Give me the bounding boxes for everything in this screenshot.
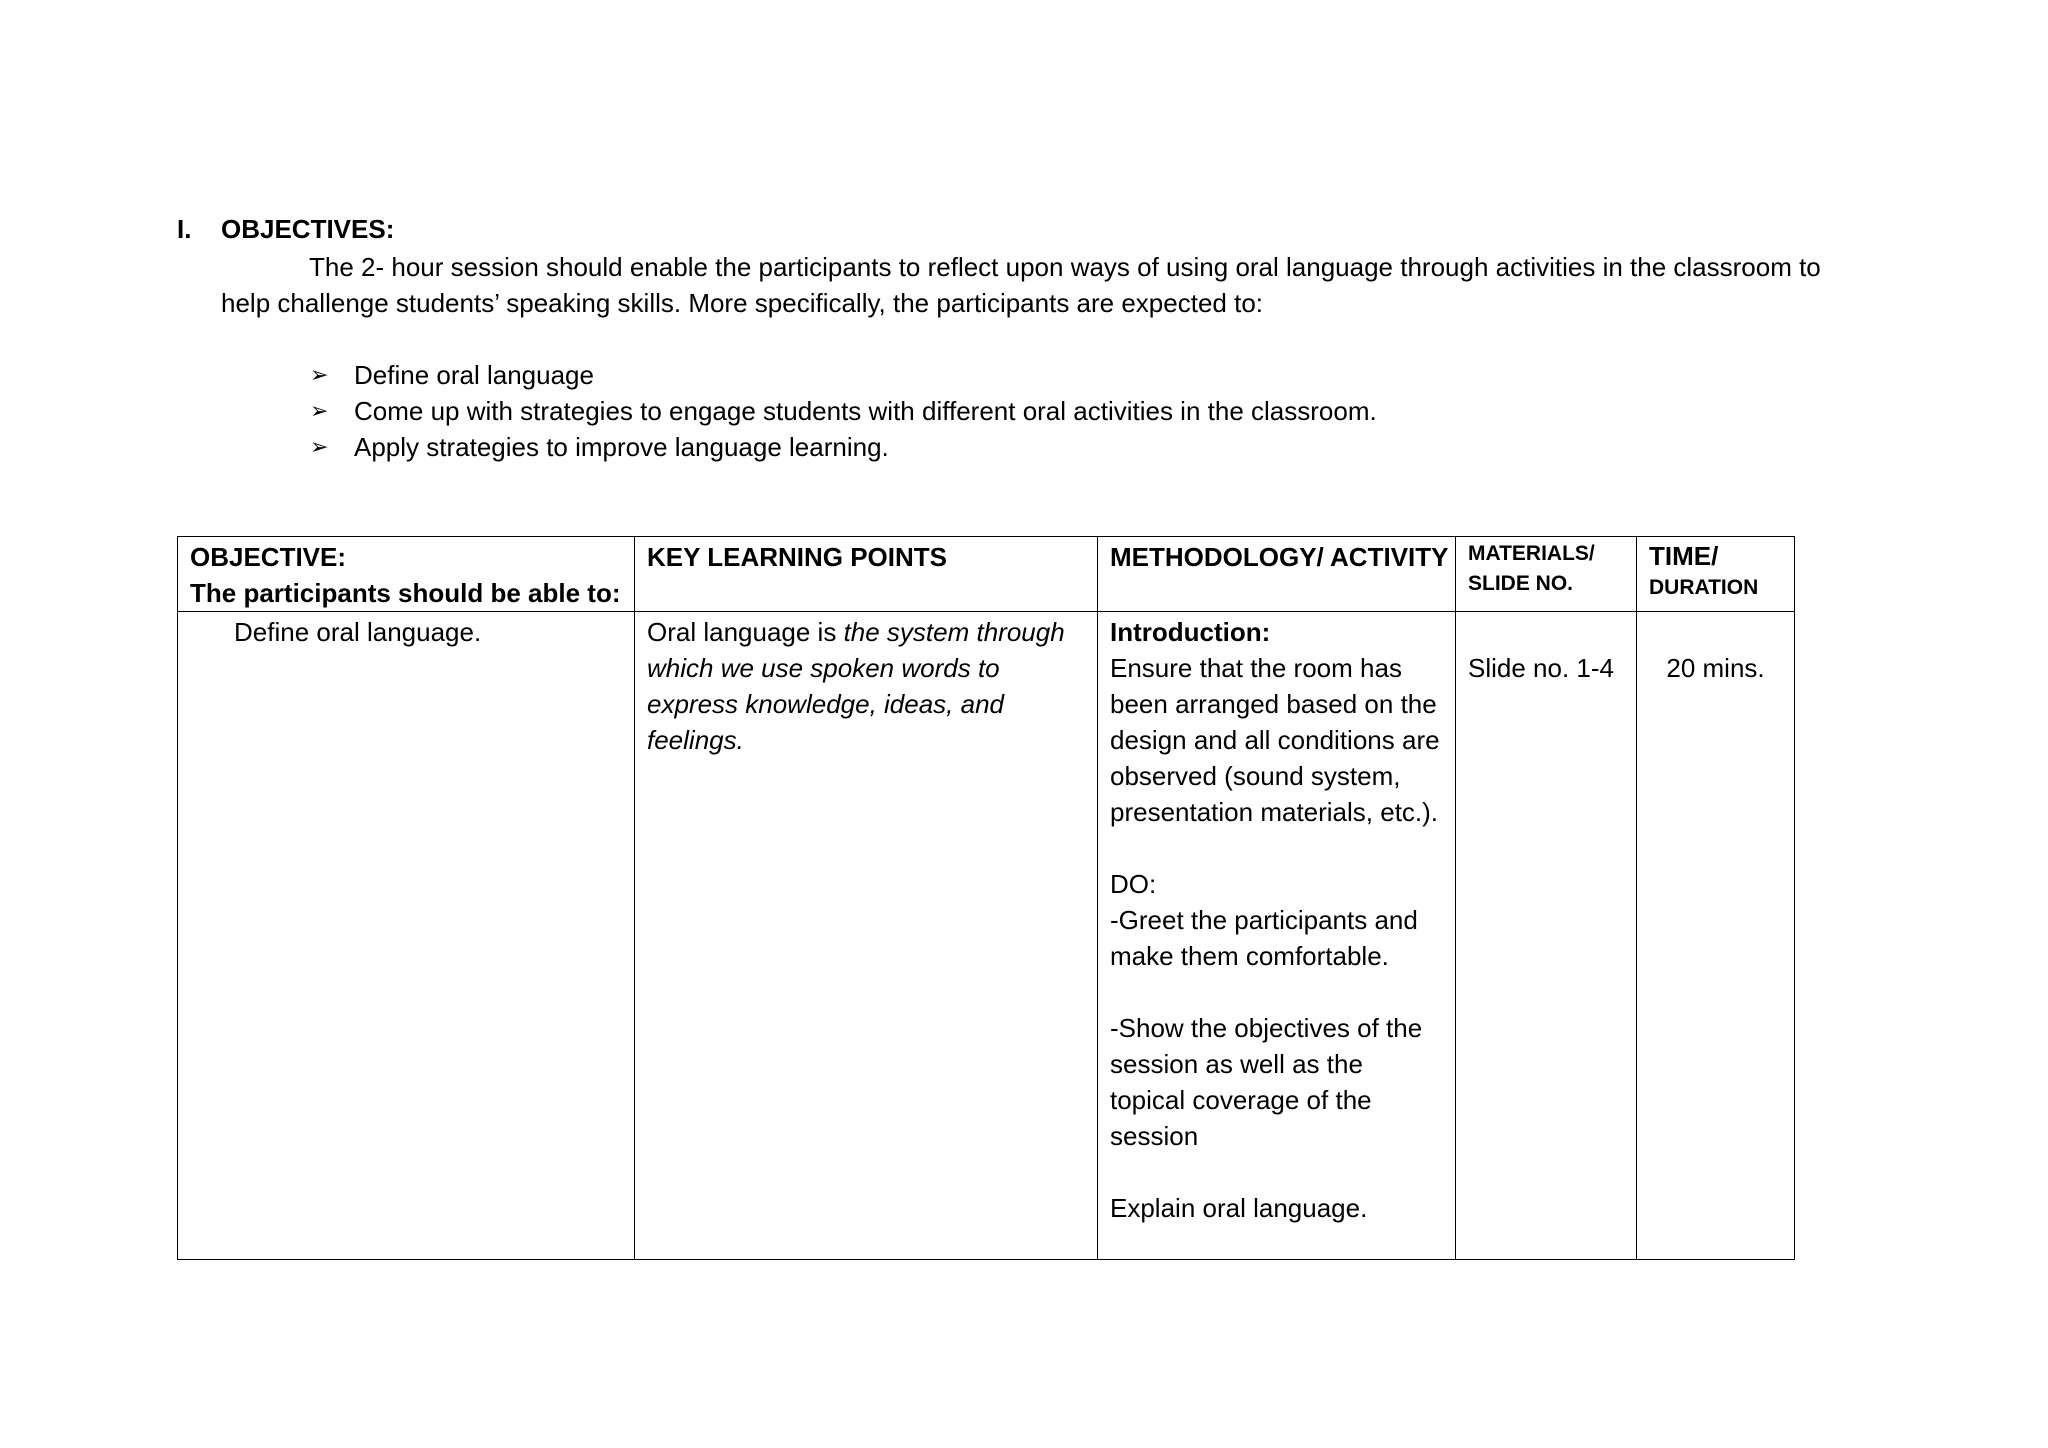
arrow-bullet-icon: ➢ (310, 362, 329, 387)
table-row (178, 612, 1795, 1260)
section-number: I. (177, 214, 192, 244)
method-show: -Show the objectives of the session as well as the topical coverage of the session (1110, 1013, 1423, 1151)
header-objective: OBJECTIVE: The participants should be able to: (178, 537, 635, 612)
objectives-list (310, 357, 1377, 465)
intro-line-2: help challenge students’ speaking skills. More specifically, the participants are expected to: (221, 288, 1264, 318)
method-do: DO: (1110, 869, 1157, 899)
method-greet: -Greet the participants and make them comfortable. (1110, 905, 1418, 971)
intro-line-1: The 2- hour session should enable the participants to reflect upon ways of using oral language through activities in the classroom to (309, 252, 1821, 282)
cell-materials: Slide no. 1-4 (1456, 612, 1637, 1260)
header-key-learning-points: KEY LEARNING POINTS (635, 537, 1098, 612)
list-item-text: Apply strategies to improve language learning. (354, 432, 889, 462)
list-item-text: Define oral language (354, 360, 594, 390)
lesson-plan-table (177, 536, 1795, 1260)
cell-time: 20 mins. (1637, 612, 1795, 1260)
method-explain: Explain oral language. (1110, 1193, 1368, 1223)
arrow-bullet-icon: ➢ (310, 398, 329, 423)
table-header-row (178, 537, 1795, 612)
arrow-bullet-icon: ➢ (310, 434, 329, 459)
cell-methodology (1098, 612, 1456, 1260)
cell-key-learning-point: Oral language is the system through which we use spoken words to express knowledge, ideas, and feelings. (635, 612, 1098, 1260)
cell-objective: Define oral language. (178, 612, 635, 1260)
intro-paragraph (221, 249, 1901, 321)
header-methodology: METHODOLOGY/ ACTIVITY (1098, 537, 1456, 612)
list-item-text: Come up with strategies to engage students with different oral activities in the classroom. (354, 396, 1377, 426)
header-materials: MATERIALS/ SLIDE NO. (1456, 537, 1637, 612)
method-intro-title: Introduction: (1110, 617, 1271, 647)
list-item (310, 357, 1377, 393)
list-item (310, 393, 1377, 429)
section-heading (177, 214, 394, 245)
list-item (310, 429, 1377, 465)
method-intro-text: Ensure that the room has been arranged based on the design and all conditions are observed (sound system, presentation materials, etc.). (1110, 653, 1440, 827)
header-time: TIME/ DURATION (1637, 537, 1795, 612)
section-title: OBJECTIVES: (221, 214, 395, 244)
